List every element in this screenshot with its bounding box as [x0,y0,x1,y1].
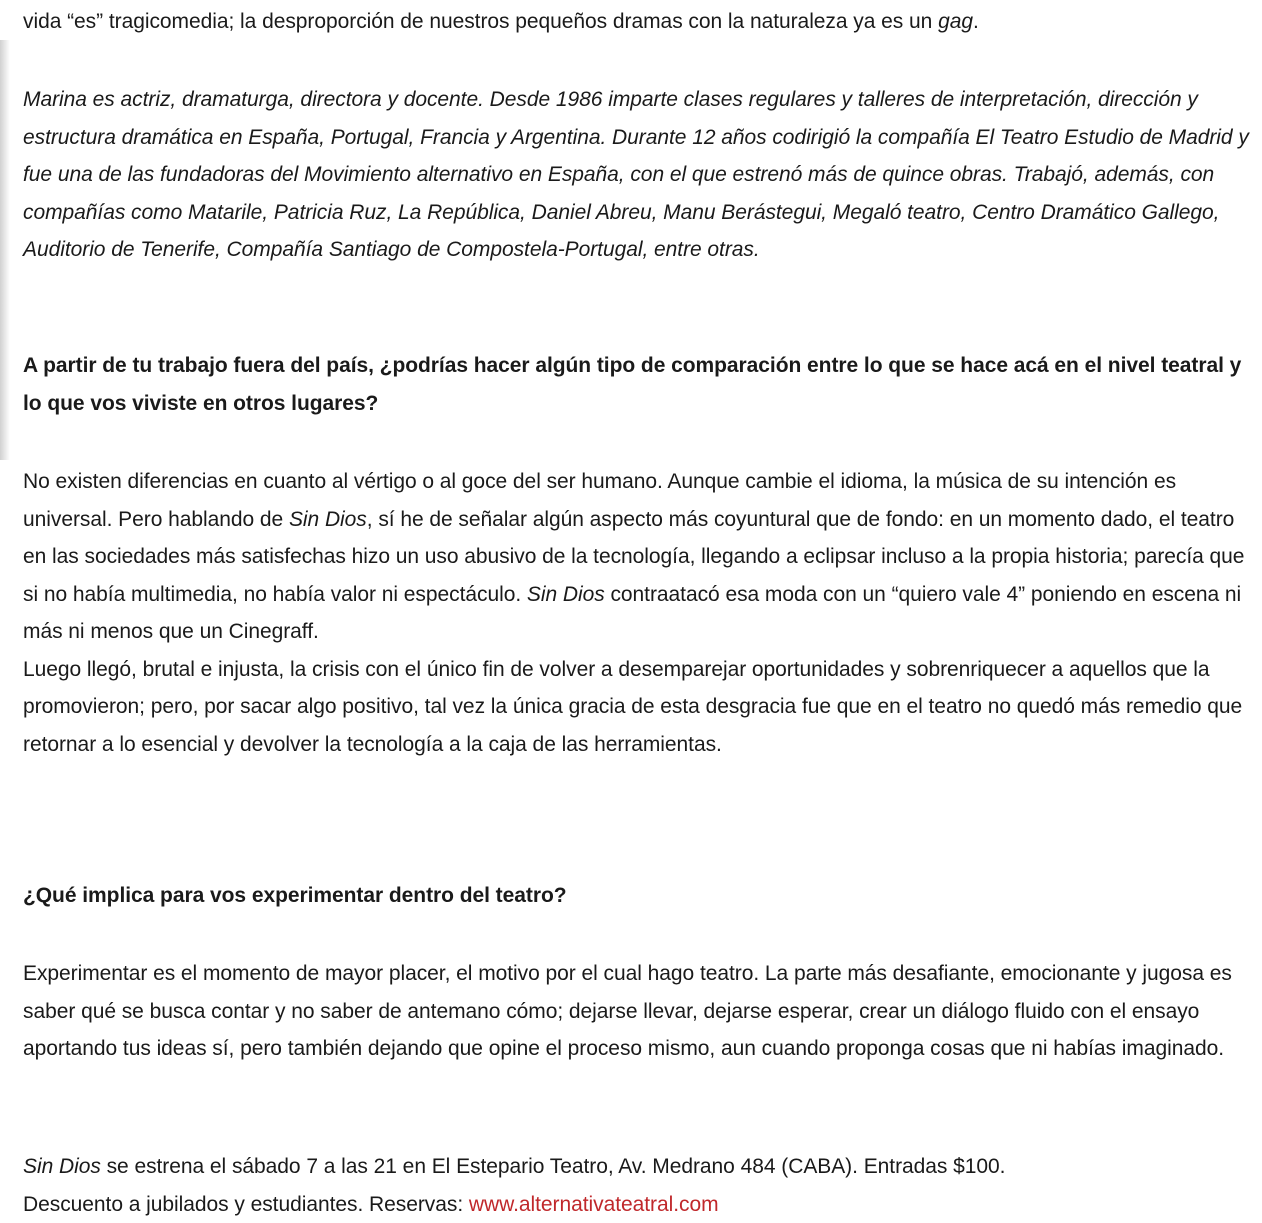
intro-end: . [972,10,979,33]
answer-1-paragraph [23,463,1251,763]
answer-1-text-a: No existen diferencias en cuanto al vértigo o al goce del ser humano. Aunque cambie el idioma, la música de su intención es universal. Pero hablando de [23,470,1177,531]
intro-gag: gag [938,10,973,33]
closing-discount: Descuento a jubilados y estudiantes. Reservas: [23,1192,469,1216]
intro-text: vida “es” tragicomedia; la desproporción de nuestros pequeños dramas con la naturaleza ya es un [23,10,939,33]
closing-event-info: se estrena el sábado 7 a las 21 en El Estepario Teatro, Av. Medrano 484 (CABA). Entradas $100. [100,1155,1006,1178]
answer-1-text-b: , sí he de señalar algún aspecto más coyuntural que de fondo: en un momento dado, el teatro en las sociedades más satisfechas hizo un uso abusivo de la tecnología, llegando a eclipsar incluso a la propia historia; parecía que si no había multimedia, no había valor ni espectáculo. [23,507,1245,606]
reservations-link[interactable]: www.alternativateatral.com [468,1192,719,1216]
page-edge-shadow [0,40,10,460]
question-1: A partir de tu trabajo fuera del país, ¿podrías hacer algún tipo de comparación entre lo que se hace acá en el nivel teatral y lo que vos viviste en otros lugares? [23,354,1242,415]
bio-paragraph: Marina es actriz, dramaturga, directora y docente. Desde 1986 imparte clases regulares y talleres de interpretación, dirección y estructura dramática en España, Portugal, Francia y Argentina. Durante 12 años codirigió la compañía El Teatro Estudio de Madrid y fue una de las fundadoras del Movimiento alternativo en España, con el que estrenó más de quince obras. Trabajó, además, con compañías como Matarile, Patricia Ruz, La República, Daniel Abreu, Manu Berástegui, Megaló teatro, Centro Dramático Gallego, Auditorio de Tenerife, Compañía Santiago de Compostela-Portugal, entre otras. [23,88,1249,261]
closing-paragraph [23,1148,1251,1223]
play-title-1: Sin Dios [288,507,367,531]
answer-1-text-c: contraatacó esa moda con un “quiero vale 4” poniendo en escena ni más ni menos que un Cinegraff. [23,582,1242,643]
play-title-2: Sin Dios [526,582,605,606]
answer-1-paragraph-2: Luego llegó, brutal e injusta, la crisis con el único fin de volver a desemparejar oportunidades y sobrenriquecer a aquellos que la promovieron; pero, por sacar algo positivo, tal vez la única gracia de esta desgracia fue que en el teatro no quedó más remedio que retornar a lo esencial y devolver la tecnología a la caja de las herramientas. [23,657,1243,756]
closing-play-title: Sin Dios [23,1155,101,1178]
question-2: ¿Qué implica para vos experimentar dentro del teatro? [23,884,567,907]
intro-paragraph [23,3,1251,41]
answer-2-paragraph: Experimentar es el momento de mayor placer, el motivo por el cual hago teatro. La parte más desafiante, emocionante y jugosa es saber qué se busca contar y no saber de antemano cómo; dejarse llevar, dejarse esperar, crear un diálogo fluido con el ensayo aportando tus ideas sí, pero también dejando que opine el proceso mismo, aun cuando proponga cosas que ni habías imaginado. [23,962,1232,1060]
